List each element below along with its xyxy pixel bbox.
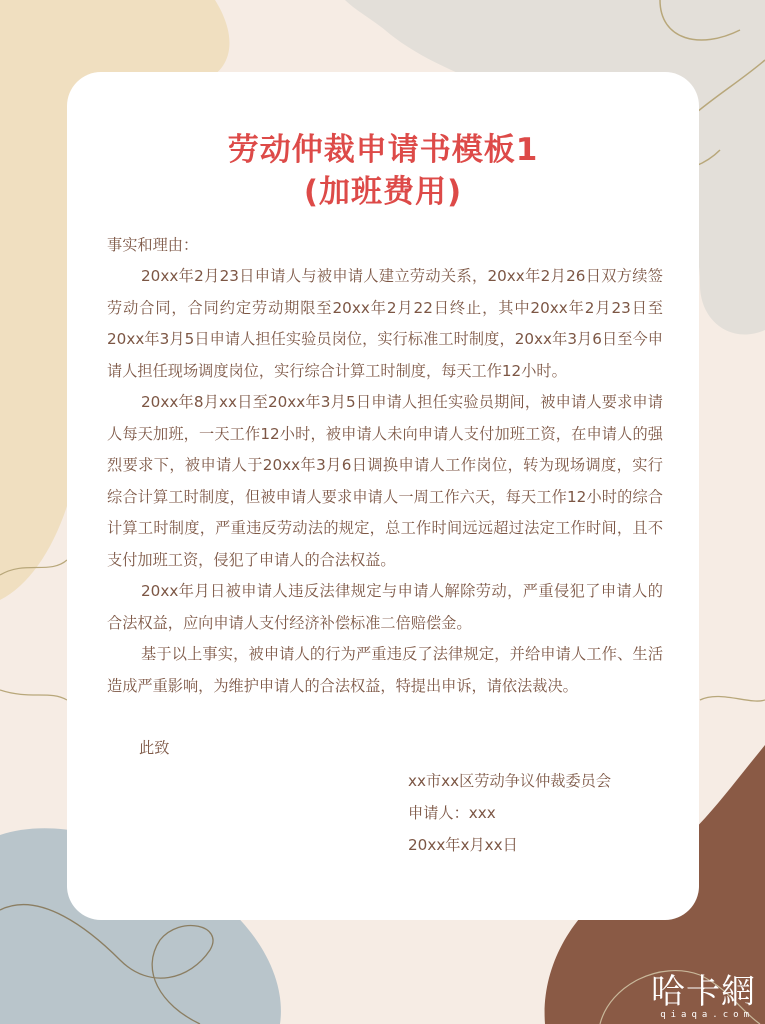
signature-date: 20xx年x月xx日 — [408, 836, 518, 854]
watermark-logo-text: 哈卡網 — [651, 972, 756, 1012]
document-subtitle: (加班费用) — [303, 174, 463, 210]
document-card — [67, 72, 699, 920]
signature-applicant: 申请人：xxx — [408, 804, 496, 822]
site-watermark — [612, 974, 762, 1022]
paragraph-1: 20xx年2月23日申请人与被申请人建立劳动关系，20xx年2月26日双方续签劳动合同，合同约定劳动期限至20xx年2月22日终止，其中20xx年2月23日至20xx年3月5日申请人担任实验员岗位，实行标准工时制度，20xx年3月6日至今申请人担任现场调度岗位，实行综合计算工时制度，每天工作12小时。 — [107, 267, 663, 380]
paragraph-4: 基于以上事实，被申请人的行为严重违反了法律规定，并给申请人工作、生活造成严重影响，为维护申请人的合法权益，特提出申诉，请依法裁决。 — [107, 645, 663, 695]
watermark-url: qiaqa.com — [660, 1010, 754, 1020]
closing-salutation: 此致 — [139, 739, 170, 757]
document-title: 劳动仲裁申请书模板1 — [227, 132, 539, 168]
paragraph-3: 20xx年月日被申请人违反法律规定与申请人解除劳动，严重侵犯了申请人的合法权益，应向申请人支付经济补偿标准二倍赔偿金。 — [107, 582, 663, 632]
paragraph-2: 20xx年8月xx日至20xx年3月5日申请人担任实验员期间，被申请人要求申请人每天加班，一天工作12小时，被申请人未向申请人支付加班工资，在申请人的强烈要求下，被申请人于20xx年3月6日调换申请人工作岗位，转为现场调度，实行综合计算工时制度，但被申请人要求申请人一周工作六天，每天工作12小时的综合计算工时制度，严重违反劳动法的规定，总工作时间远远超过法定工作时间，且不支付加班工资，侵犯了申请人的合法权益。 — [107, 393, 663, 569]
signature-committee: xx市xx区劳动争议仲裁委员会 — [408, 772, 612, 790]
facts-heading: 事实和理由： — [107, 236, 199, 254]
